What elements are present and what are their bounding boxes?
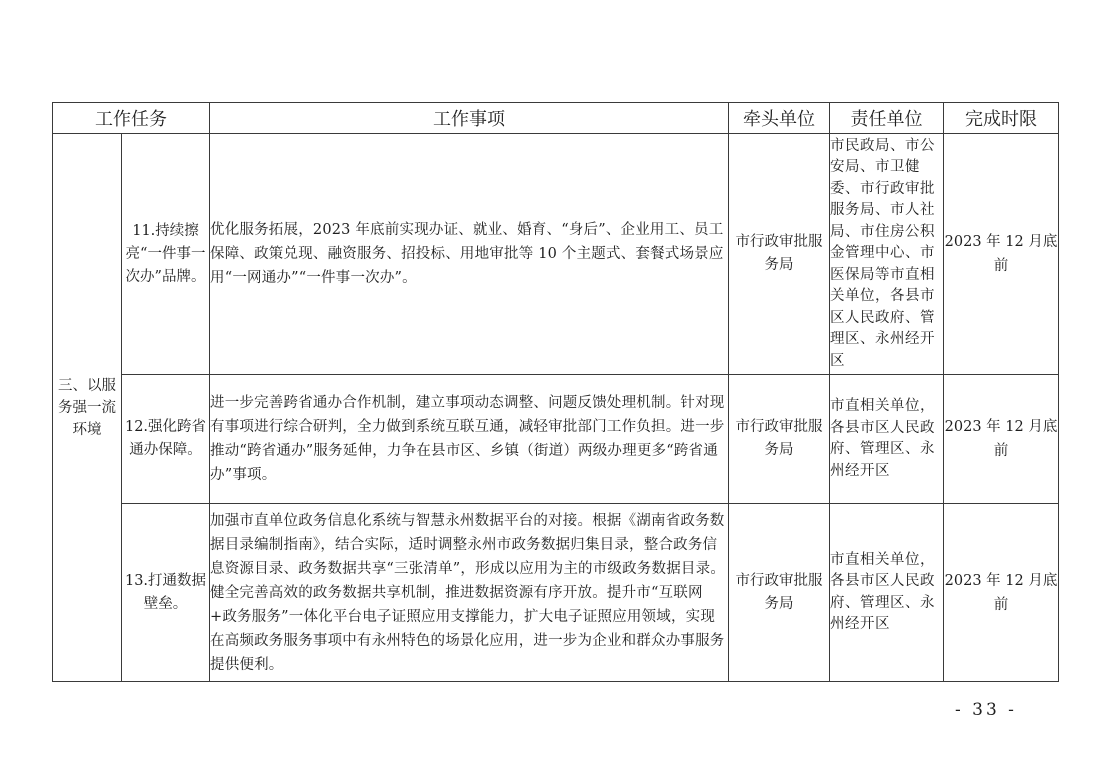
header-task: 工作任务: [53, 103, 210, 134]
lead-unit-cell: 市行政审批服务局: [729, 504, 830, 682]
subtask-cell: 12.强化跨省通办保障。: [122, 375, 210, 504]
responsible-unit-cell: 市直相关单位，各县市区人民政府、管理区、永州经开区: [830, 504, 944, 682]
work-task-table: [52, 102, 1059, 682]
deadline-cell: 2023 年 12 月底前: [944, 375, 1059, 504]
subtask-cell: 11.持续擦亮“一件事一次办”品牌。: [122, 134, 210, 375]
deadline-cell: 2023 年 12 月底前: [944, 134, 1059, 375]
table-row: [53, 375, 1059, 504]
deadline-cell: 2023 年 12 月底前: [944, 504, 1059, 682]
header-deadline: 完成时限: [944, 103, 1059, 134]
lead-unit-cell: 市行政审批服务局: [729, 375, 830, 504]
lead-unit-cell: 市行政审批服务局: [729, 134, 830, 375]
subtask-cell: 13.打通数据壁垒。: [122, 504, 210, 682]
responsible-unit-cell: 市直相关单位，各县市区人民政府、管理区、永州经开区: [830, 375, 944, 504]
table-row: [53, 504, 1059, 682]
header-responsible: 责任单位: [830, 103, 944, 134]
content-cell: 加强市直单位政务信息化系统与智慧永州数据平台的对接。根据《湖南省政务数据目录编制指南》，结合实际，适时调整永州市政务数据归集目录，整合政务信息资源目录、政务数据共享“三张清单”，形成以应用为主的市级政务数据目录。健全完善高效的政务数据共享机制，推进数据资源有序开放。提升市“互联网+政务服务”一体化平台电子证照应用支撑能力，扩大电子证照应用领域，实现在高频政务服务事项中有永州特色的场景化应用，进一步为企业和群众办事服务提供便利。: [210, 504, 729, 682]
header-lead: 牵头单位: [729, 103, 830, 134]
page-number: - 33 -: [955, 700, 1017, 720]
header-item: 工作事项: [210, 103, 729, 134]
content-cell: 优化服务拓展，2023 年底前实现办证、就业、婚育、“身后”、企业用工、员工保障、政策兑现、融资服务、招投标、用地审批等 10 个主题式、套餐式场景应用“一网通办”“一件事一次办”。: [210, 134, 729, 375]
group-task-cell: 三、以服务强一流环境: [53, 134, 122, 682]
table-header-row: [53, 103, 1059, 134]
content-cell: 进一步完善跨省通办合作机制，建立事项动态调整、问题反馈处理机制。针对现有事项进行综合研判，全力做到系统互联互通，减轻审批部门工作负担。进一步推动“跨省通办”服务延伸，力争在县市区、乡镇（街道）两级办理更多“跨省通办”事项。: [210, 375, 729, 504]
responsible-unit-cell: 市民政局、市公安局、市卫健委、市行政审批服务局、市人社局、市住房公积金管理中心、市医保局等市直相关单位，各县市区人民政府、管理区、永州经开区: [830, 134, 944, 375]
table-row: [53, 134, 1059, 375]
